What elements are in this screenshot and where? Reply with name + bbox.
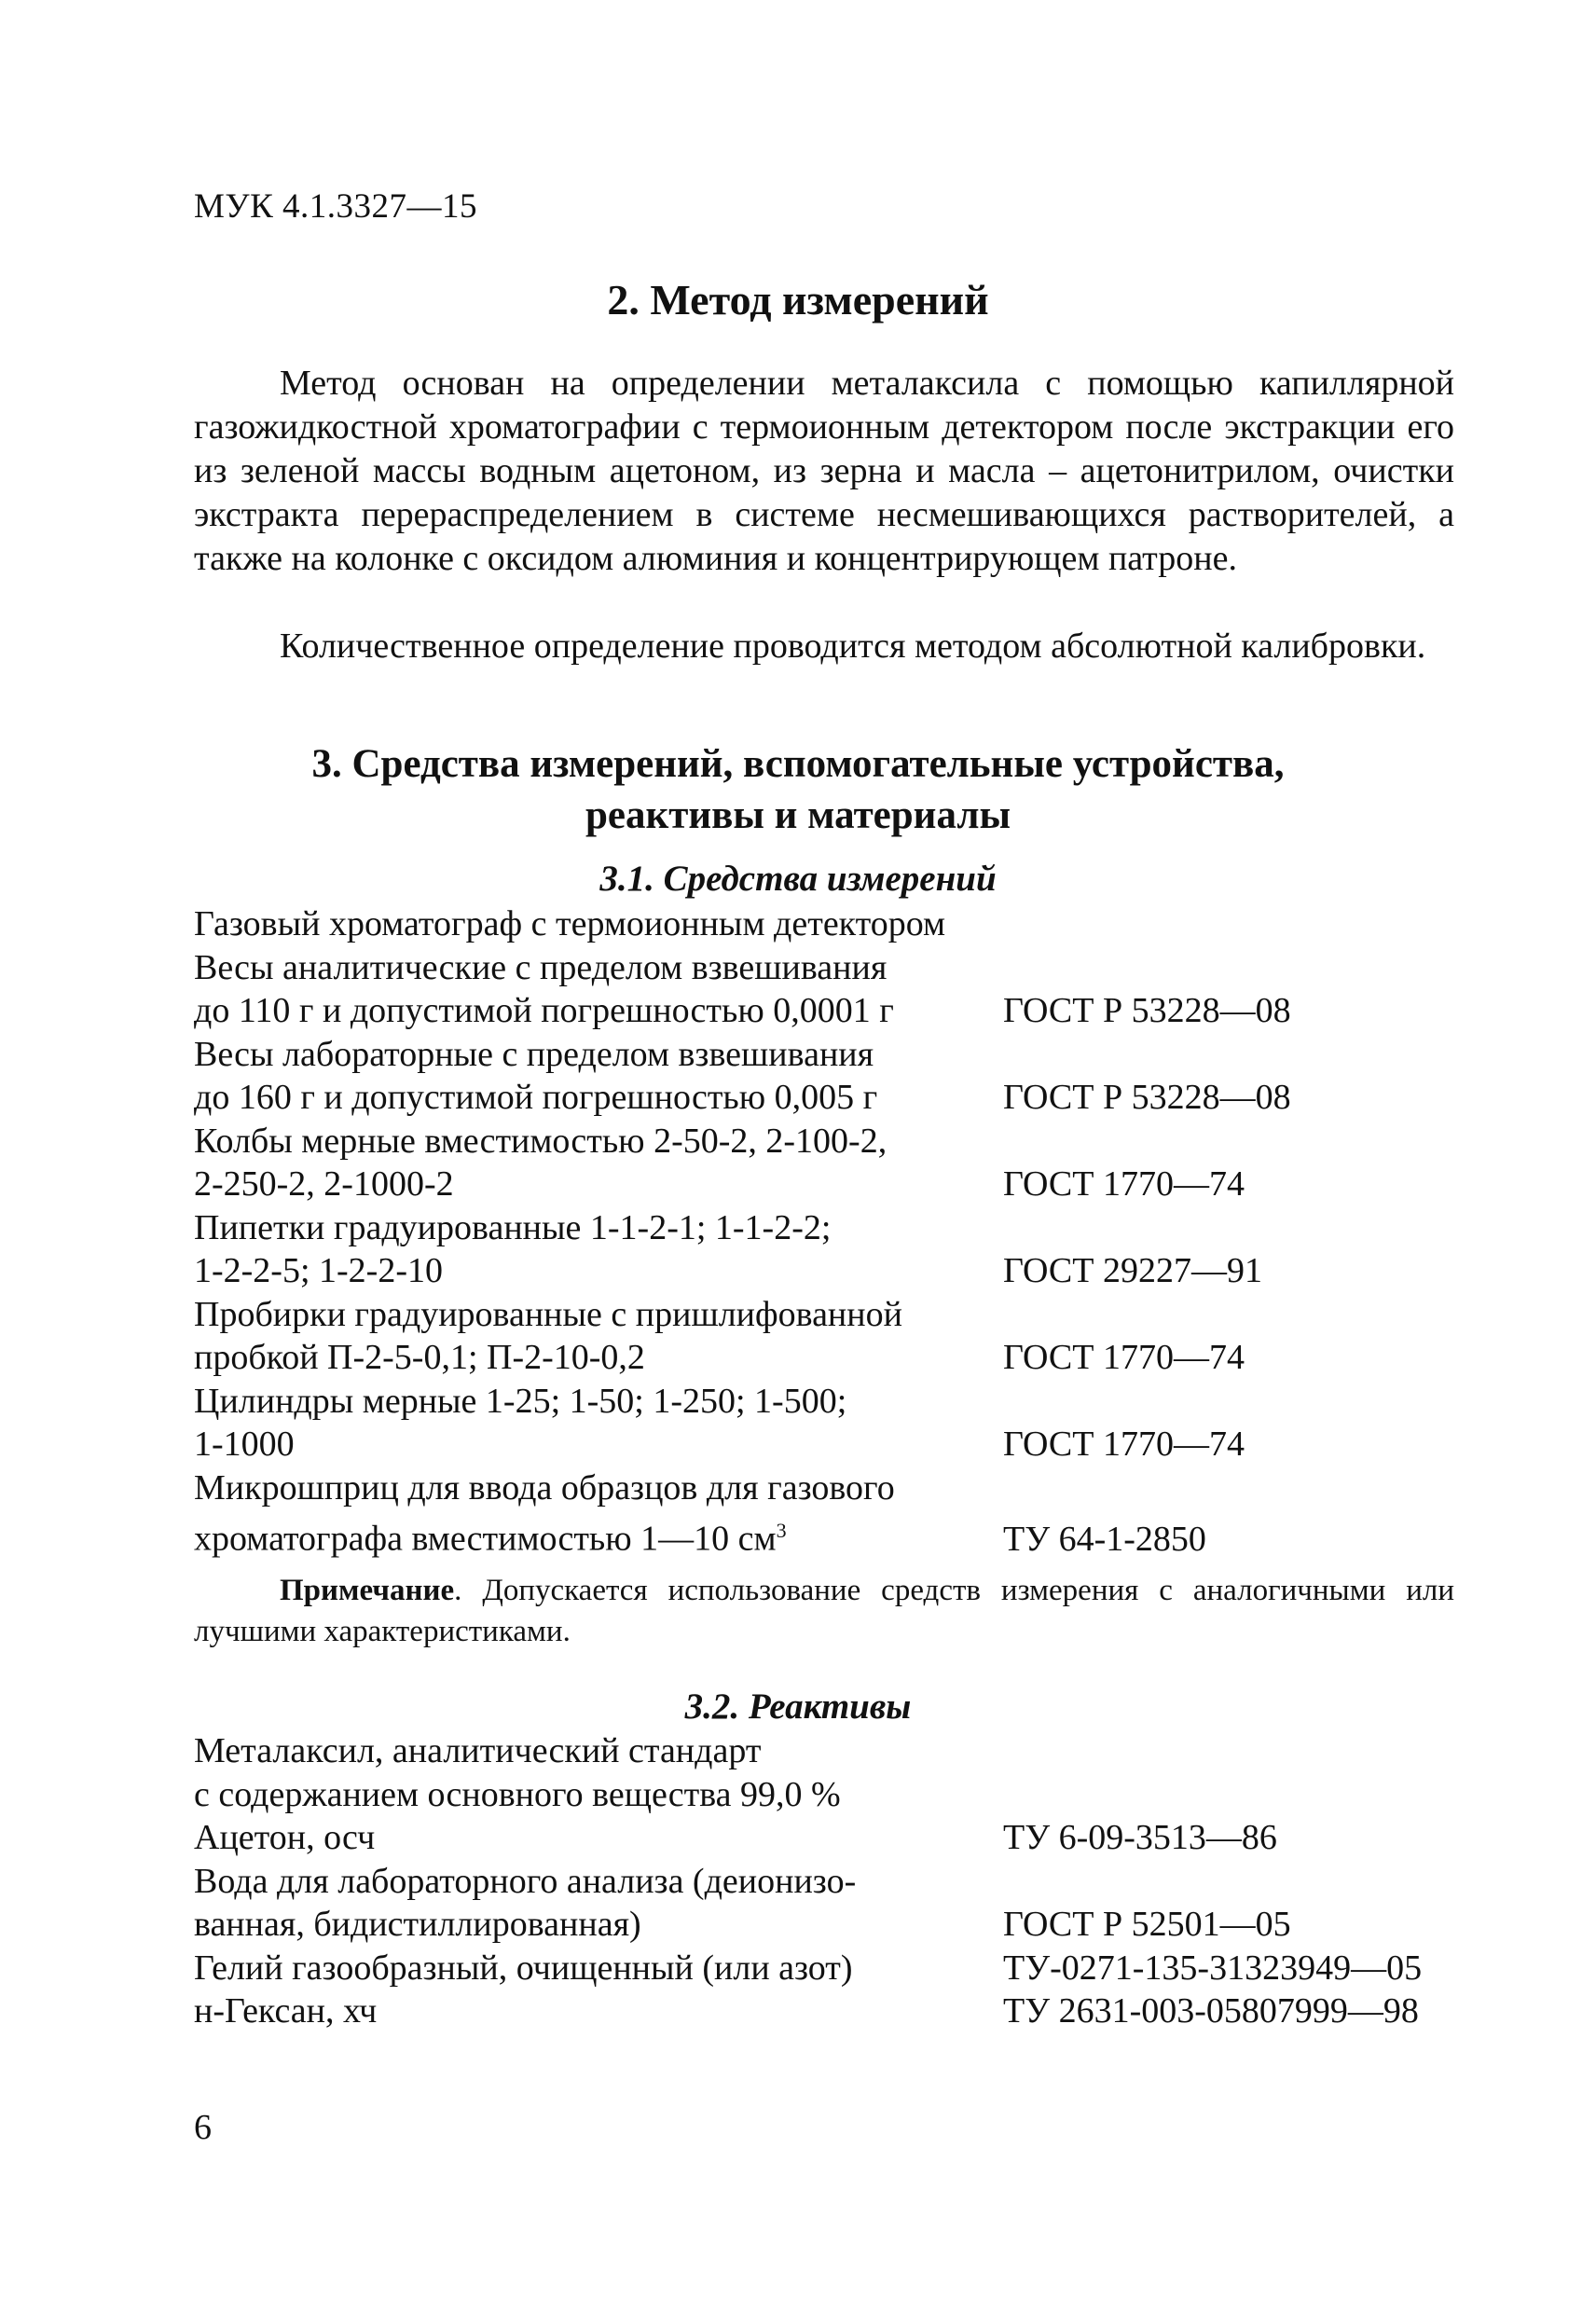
- reagents-list: [194, 1729, 1480, 2033]
- list-item: [194, 1816, 1480, 1860]
- standard-ref: ГОСТ Р 52501—05: [1003, 1905, 1291, 1944]
- item-text: с содержанием основного вещества 99,0 %: [194, 1774, 841, 1814]
- list-item: [194, 1380, 1480, 1466]
- item-text: 2-250-2, 2-1000-2: [194, 1164, 454, 1204]
- item-text: Металаксил, аналитический стандарт: [194, 1731, 762, 1770]
- superscript-3: 3: [776, 1519, 787, 1542]
- item-text: 1-1000: [194, 1425, 295, 1464]
- instruments-list: [194, 902, 1480, 1561]
- section-2-title: 2. Метод измерений: [607, 276, 989, 324]
- standard-ref: ГОСТ 1770—74: [1003, 1164, 1245, 1204]
- note-text: . Допускается использование средств измерения с аналогичными или лучшими характеристиками.: [194, 1574, 1454, 1648]
- item-text: Пробирки градуированные с пришлифованной: [194, 1294, 902, 1334]
- page-number: 6: [194, 2108, 212, 2147]
- subsection-3-2-title: 3.2. Реактивы: [684, 1687, 912, 1727]
- list-item: [194, 1466, 1480, 1562]
- standard-ref: ТУ 64-1-2850: [1003, 1519, 1206, 1559]
- list-item: [194, 1033, 1480, 1120]
- item-text: ванная, бидистиллированная): [194, 1905, 641, 1944]
- standard-ref: ТУ 2631-003-05807999—98: [1003, 1991, 1419, 2031]
- list-item: [194, 946, 1480, 1033]
- note-paragraph: [194, 1570, 1454, 1652]
- list-item: [194, 1293, 1480, 1380]
- item-text: Пипетки градуированные 1-1-2-1; 1-1-2-2;: [194, 1207, 832, 1247]
- item-text: Цилиндры мерные 1-25; 1-50; 1-250; 1-500;: [194, 1381, 847, 1421]
- section-2-paragraph-method: Метод основан на определении металаксила с помощью капиллярной газожидкостной хроматографии с термоионным детектором после экстракции его из зеленой массы водным ацетоном, из зерна и масла – ацетонитрилом, очистки экстракта перераспределением в системе несмешивающихся растворителей, а также на колонке с оксидом алюминия и концентрирующем патроне.: [194, 364, 1454, 578]
- standard-ref: ГОСТ 29227—91: [1003, 1251, 1262, 1290]
- section-3-title-line-1: 3. Средства измерений, вспомогательные устройства,: [311, 742, 1285, 786]
- item-text: 1-2-2-5; 1-2-2-10: [194, 1251, 443, 1290]
- item-text: Ацетон, осч: [194, 1818, 376, 1857]
- list-item: [194, 1947, 1480, 1990]
- item-text: Весы лабораторные с пределом взвешивания: [194, 1034, 874, 1074]
- item-text: Газовый хроматограф с термоионным детектором: [194, 904, 946, 943]
- list-item: [194, 1729, 1480, 1816]
- standard-ref: ТУ-0271-135-31323949—05: [1003, 1948, 1423, 1988]
- standard-ref: ГОСТ Р 53228—08: [1003, 991, 1291, 1030]
- list-item: [194, 1206, 1480, 1293]
- document-code-header: МУК 4.1.3327—15: [194, 187, 478, 226]
- section-3-title: [0, 738, 1596, 841]
- standard-ref: ГОСТ 1770—74: [1003, 1425, 1245, 1464]
- item-text: до 160 г и допустимой погрешностью 0,005 г: [194, 1078, 878, 1117]
- list-item: [194, 1860, 1480, 1947]
- item-text: Вода для лабораторного анализа (деионизо-: [194, 1861, 857, 1901]
- item-text: Колбы мерные вместимостью 2-50-2, 2-100-2,: [194, 1121, 887, 1161]
- list-item: [194, 1120, 1480, 1206]
- section-2-paragraph-calibration: Количественное определение проводится методом абсолютной калибровки.: [280, 626, 1426, 666]
- list-item: [194, 902, 1480, 946]
- standard-ref: ТУ 6-09-3513—86: [1003, 1818, 1277, 1857]
- item-text: хроматографа вместимостью 1—10 см: [194, 1519, 777, 1559]
- item-text: пробкой П-2-5-0,1; П-2-10-0,2: [194, 1338, 645, 1377]
- item-text: Весы аналитические с пределом взвешивания: [194, 947, 887, 987]
- note-label: Примечание: [280, 1574, 455, 1607]
- subsection-3-1-title: 3.1. Средства измерений: [599, 859, 997, 899]
- item-text: до 110 г и допустимой погрешностью 0,0001 г: [194, 991, 894, 1030]
- item-text: н-Гексан, хч: [194, 1991, 378, 2031]
- section-3-title-line-2: реактивы и материалы: [585, 793, 1011, 837]
- list-item: [194, 1989, 1480, 2033]
- standard-ref: ГОСТ 1770—74: [1003, 1338, 1245, 1377]
- standard-ref: ГОСТ Р 53228—08: [1003, 1078, 1291, 1117]
- item-text: Микрошприц для ввода образцов для газового: [194, 1467, 895, 1508]
- item-text: Гелий газообразный, очищенный (или азот): [194, 1948, 853, 1988]
